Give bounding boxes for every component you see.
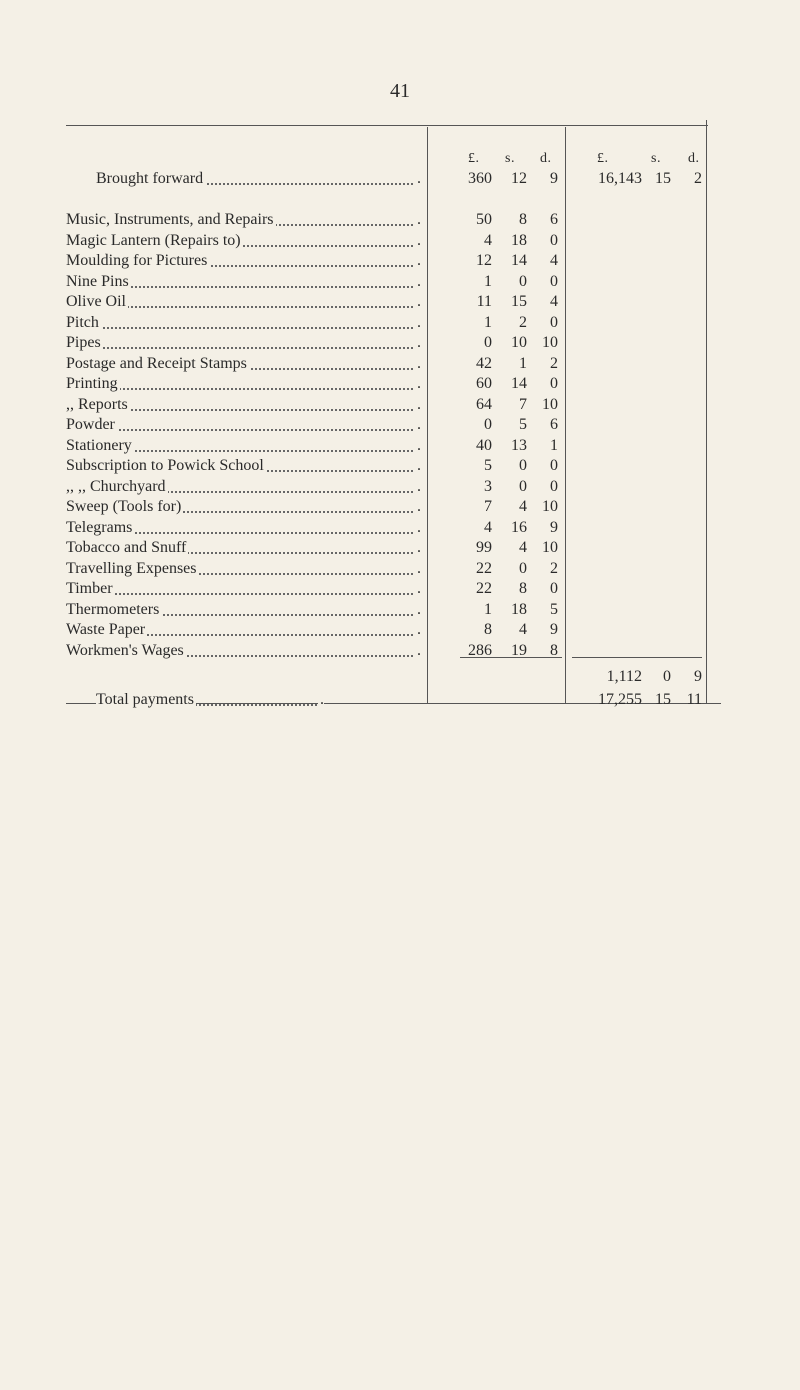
- item-pence: 0: [550, 314, 558, 331]
- item-pounds: 7: [484, 498, 492, 515]
- item-pence: 1: [550, 437, 558, 454]
- item-label: Travelling Expenses .: [66, 560, 421, 577]
- item-shillings: 19: [511, 642, 527, 659]
- item-label: Sweep (Tools for) .: [66, 498, 421, 515]
- item-pounds: 286: [468, 642, 492, 659]
- item-label: Tobacco and Snuff .: [66, 539, 421, 556]
- item-pence: 10: [542, 498, 558, 515]
- item-label: ,, Reports .: [66, 396, 421, 413]
- total-shillings: 15: [655, 691, 671, 708]
- item-shillings: 10: [511, 334, 527, 351]
- item-shillings: 15: [511, 293, 527, 310]
- item-label: Telegrams .: [66, 519, 421, 536]
- item-pounds: 99: [476, 539, 492, 556]
- item-shillings: 5: [519, 416, 527, 433]
- item-shillings: 1: [519, 355, 527, 372]
- brought-forward-label: Brought forward .: [96, 170, 421, 187]
- item-pounds: 60: [476, 375, 492, 392]
- item-label: Thermometers .: [66, 601, 421, 618]
- item-pounds: 42: [476, 355, 492, 372]
- item-pounds: 22: [476, 560, 492, 577]
- item-shillings: 4: [519, 498, 527, 515]
- item-label: Waste Paper .: [66, 621, 421, 638]
- item-pence: 4: [550, 252, 558, 269]
- item-shillings: 16: [511, 519, 527, 536]
- item-shillings: 0: [519, 457, 527, 474]
- brought-forward-col1-shillings: 12: [511, 170, 527, 187]
- col1-pounds-header: £.: [468, 151, 480, 166]
- col1-shillings-header: s.: [505, 151, 515, 166]
- item-label: ,, ,, Churchyard .: [66, 478, 421, 495]
- item-pounds: 64: [476, 396, 492, 413]
- item-pence: 6: [550, 211, 558, 228]
- item-shillings: 4: [519, 539, 527, 556]
- brought-forward-col2-pounds: 16,143: [598, 170, 642, 187]
- item-pounds: 12: [476, 252, 492, 269]
- item-label: Workmen's Wages .: [66, 642, 421, 659]
- item-label: Subscription to Powick School .: [66, 457, 421, 474]
- item-pence: 0: [550, 232, 558, 249]
- item-label: Pitch .: [66, 314, 421, 331]
- item-label: Timber .: [66, 580, 421, 597]
- item-shillings: 0: [519, 273, 527, 290]
- item-pence: 2: [550, 355, 558, 372]
- item-shillings: 7: [519, 396, 527, 413]
- column-divider-1: [427, 127, 428, 703]
- item-pence: 0: [550, 273, 558, 290]
- column-divider-3: [706, 120, 707, 703]
- column-divider-2: [565, 127, 566, 703]
- item-shillings: 18: [511, 601, 527, 618]
- item-pence: 0: [550, 580, 558, 597]
- brought-forward-col2-shillings: 15: [655, 170, 671, 187]
- subtotal-pounds: 1,112: [606, 668, 642, 685]
- total-rule-col2: [572, 657, 702, 658]
- item-shillings: 14: [511, 252, 527, 269]
- item-pounds: 50: [476, 211, 492, 228]
- item-label: Magic Lantern (Repairs to) .: [66, 232, 421, 249]
- item-pounds: 0: [484, 334, 492, 351]
- item-pounds: 5: [484, 457, 492, 474]
- item-shillings: 14: [511, 375, 527, 392]
- item-pounds: 1: [484, 601, 492, 618]
- item-pence: 0: [550, 457, 558, 474]
- item-label: Music, Instruments, and Repairs .: [66, 211, 421, 228]
- total-pence: 11: [686, 691, 702, 708]
- item-label: Olive Oil .: [66, 293, 421, 310]
- item-shillings: 2: [519, 314, 527, 331]
- item-label: Nine Pins .: [66, 273, 421, 290]
- item-shillings: 18: [511, 232, 527, 249]
- item-shillings: 0: [519, 478, 527, 495]
- item-shillings: 4: [519, 621, 527, 638]
- item-shillings: 0: [519, 560, 527, 577]
- item-label: Powder .: [66, 416, 421, 433]
- item-pounds: 3: [484, 478, 492, 495]
- item-pence: 9: [550, 621, 558, 638]
- item-pence: 10: [542, 539, 558, 556]
- item-pounds: 11: [476, 293, 492, 310]
- brought-forward-col2-pence: 2: [694, 170, 702, 187]
- total-payments-label: Total payments .: [96, 691, 324, 708]
- item-pounds: 4: [484, 232, 492, 249]
- brought-forward-col1-pounds: 360: [468, 170, 492, 187]
- item-pence: 8: [550, 642, 558, 659]
- item-pence: 9: [550, 519, 558, 536]
- item-pounds: 8: [484, 621, 492, 638]
- item-label: Pipes .: [66, 334, 421, 351]
- item-pounds: 22: [476, 580, 492, 597]
- item-pence: 10: [542, 396, 558, 413]
- col2-pounds-header: £.: [597, 151, 609, 166]
- col2-shillings-header: s.: [651, 151, 661, 166]
- item-pence: 2: [550, 560, 558, 577]
- item-pence: 5: [550, 601, 558, 618]
- item-pounds: 1: [484, 314, 492, 331]
- item-shillings: 13: [511, 437, 527, 454]
- col2-pence-header: d.: [688, 151, 700, 166]
- item-pence: 0: [550, 478, 558, 495]
- item-label: Moulding for Pictures .: [66, 252, 421, 269]
- item-pence: 10: [542, 334, 558, 351]
- col1-pence-header: d.: [540, 151, 552, 166]
- subtotal-pence: 9: [694, 668, 702, 685]
- item-pence: 0: [550, 375, 558, 392]
- page-number: 41: [390, 80, 410, 102]
- item-shillings: 8: [519, 211, 527, 228]
- subtotal-shillings: 0: [663, 668, 671, 685]
- item-pounds: 1: [484, 273, 492, 290]
- item-label: Printing .: [66, 375, 421, 392]
- item-label: Stationery .: [66, 437, 421, 454]
- item-pence: 6: [550, 416, 558, 433]
- item-pounds: 0: [484, 416, 492, 433]
- item-pounds: 40: [476, 437, 492, 454]
- total-pounds: 17,255: [598, 691, 642, 708]
- item-pence: 4: [550, 293, 558, 310]
- item-pounds: 4: [484, 519, 492, 536]
- item-label: Postage and Receipt Stamps .: [66, 355, 421, 372]
- top-rule: [66, 125, 708, 126]
- brought-forward-col1-pence: 9: [550, 170, 558, 187]
- item-shillings: 8: [519, 580, 527, 597]
